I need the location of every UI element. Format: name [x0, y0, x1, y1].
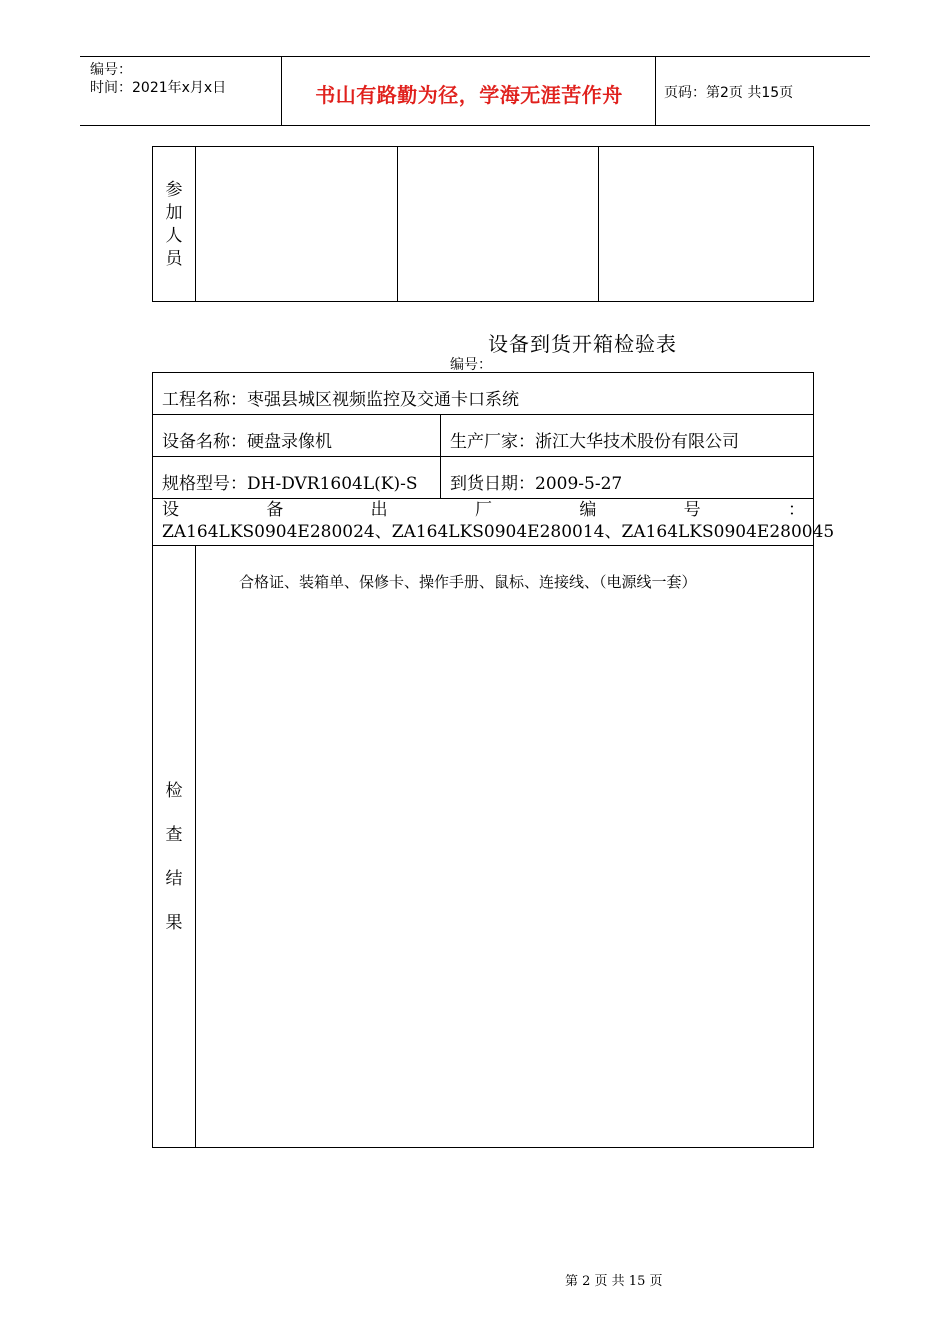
label-char: 员: [165, 249, 183, 269]
serial-label: [162, 499, 805, 521]
time-label: 时间：2021年x月x日: [90, 80, 227, 96]
header-meta: [90, 61, 226, 97]
header-divider: [655, 57, 656, 125]
label-char: ：: [787, 500, 805, 520]
label-char: 编: [579, 500, 597, 520]
label-char: 参: [165, 180, 183, 200]
doc-number-label: 编号：: [90, 62, 132, 78]
label-char: 人: [165, 226, 183, 246]
label-char: 结: [165, 869, 183, 889]
inspection-result-label: [153, 769, 195, 945]
page-footer: 第 2 页 共 15 页: [565, 1274, 663, 1289]
table-divider: [397, 147, 398, 301]
page-header: [80, 56, 870, 126]
label-char: 厂: [474, 500, 492, 520]
label-char: 设: [162, 500, 179, 520]
label-char: 检: [165, 781, 183, 801]
inspection-table: [152, 372, 835, 1148]
row-divider: [153, 456, 813, 457]
inspection-result-text: 合格证、装箱单、保修卡、操作手册、鼠标、连接线、（电源线一套）: [239, 573, 697, 591]
column-divider: [195, 545, 196, 1147]
row-divider: [153, 545, 813, 546]
label-char: 出: [370, 500, 388, 520]
form-number-label: 编号：: [450, 357, 492, 373]
participants-table: [152, 146, 814, 302]
label-char: 号: [683, 500, 701, 520]
manufacturer: 生产厂家：浙江大华技术股份有限公司: [450, 432, 739, 452]
model-spec: 规格型号：DH-DVR1604L(K)-S: [162, 474, 418, 494]
label-char: 备: [266, 500, 284, 520]
project-name: 工程名称：枣强县城区视频监控及交通卡口系统: [162, 390, 519, 410]
label-char: 查: [165, 825, 183, 845]
header-page-info: 页码：第2页 共15页: [664, 85, 794, 101]
table-divider: [598, 147, 599, 301]
form-title: 设备到货开箱检验表: [488, 332, 677, 356]
serial-number-list: ZA164LKS0904E280024、ZA164LKS0904E280014、ZA164LKS0904E280045: [162, 522, 835, 542]
device-name: 设备名称：硬盘录像机: [162, 432, 332, 452]
label-char: 果: [165, 913, 183, 933]
table-divider: [195, 147, 196, 301]
header-motto: 书山有路勤为径，学海无涯苦作舟: [315, 83, 623, 107]
serial-numbers-cell: [162, 499, 835, 543]
participants-label: [153, 179, 195, 271]
arrival-date: 到货日期：2009-5-27: [450, 474, 623, 494]
row-divider: [153, 414, 813, 415]
label-char: 加: [165, 203, 183, 223]
